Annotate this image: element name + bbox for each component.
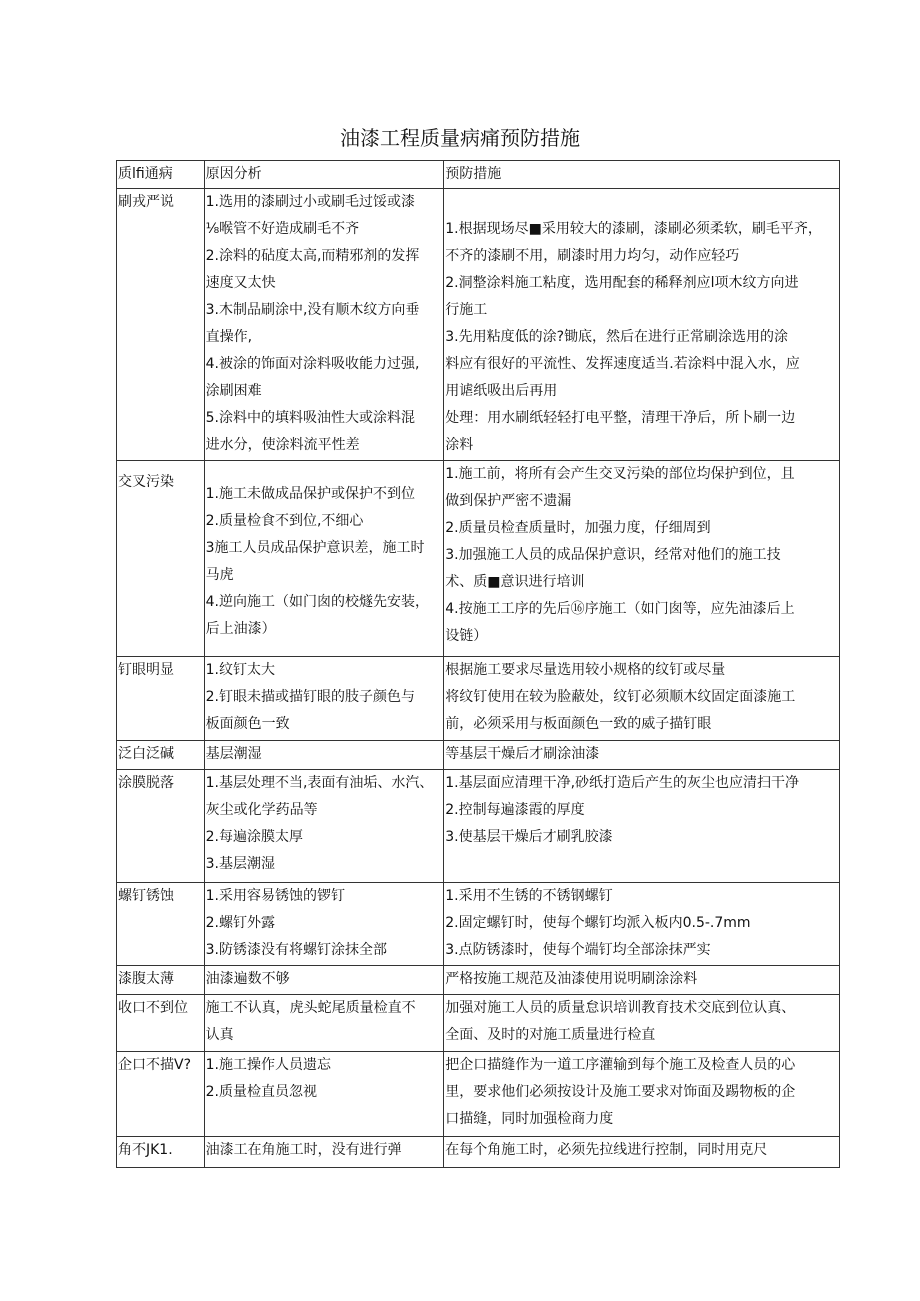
cell-line: ⅛喉管不好造成刷毛不齐 [205,221,360,237]
quality-table [116,160,840,1168]
measures-cell [444,995,840,1052]
cell-line: 根据施工要求尽量选用较小规格的纹钉或尽量 [445,662,726,678]
cell-text: 角不JK1. [118,1142,173,1158]
cell-line: 等基层干燥后才刷涂油漆 [445,746,600,762]
table-header-row [117,161,840,189]
cell-line: 1.施工操作人员遗忘 [205,1057,331,1073]
problem-cell [117,883,205,966]
causes-cell [204,966,444,995]
cell-line: 2.质量检直员忽视 [205,1084,317,1100]
cell-line: 口描缝，同时加强检商力度 [445,1111,614,1127]
cell-line: 在每个角施工时，必须先拉线进行控制，同时用克尺 [445,1142,768,1158]
cell-line: 3.木制品刷涂中,没有顺木纹方向垂 [205,302,420,318]
cell-text: 漆腹太薄 [118,971,174,987]
causes-cell [204,995,444,1052]
cell-line: 2.每遍涂膜太厚 [205,829,303,845]
cell-line: 基层潮湿 [205,746,262,762]
measures-cell [444,1137,840,1168]
header-causes: 原因分析 [204,161,444,189]
causes-cell [204,770,444,883]
cell-line: 1.施工未做成品保护或保护不到位 [205,486,415,502]
header-problem: 质lfi通病 [117,161,205,189]
problem-cell [117,741,205,770]
cell-line: 涂料 [445,437,474,453]
cell-line: 里，要求他们必须按设计及施工要求对饰面及踢物板的企 [445,1084,796,1100]
problem-cell [117,657,205,741]
cell-line: 1.纹钉太大 [205,662,275,678]
cell-line: 2.质量员检查质量时，加强力度，仔细周到 [445,520,711,536]
causes-cell [204,189,444,461]
cell-line: 板面颜色一致 [205,716,290,732]
problem-cell [117,966,205,995]
causes-cell [204,461,444,657]
cell-line: 设链） [445,628,488,644]
cell-text: 涂膜脱落 [118,775,174,791]
cell-line: 严格按施工规范及油漆使用说明刷涂涂料 [445,971,698,987]
cell-line: 油漆遍数不够 [205,971,290,987]
cell-line: 1.基层处理不当,表面有油垢、水汽、 [205,775,434,791]
cell-line: 直操作, [205,329,253,345]
causes-cell [204,1052,444,1137]
cell-line: 3.点防锈漆时，使每个端钉均全部涂抹严实 [445,942,711,958]
problem-cell [117,995,205,1052]
table-row [117,1052,840,1137]
table-row [117,1137,840,1168]
cell-line: 4.按施工工序的先后⑯序施工（如门囱等，应先油漆后上 [445,601,795,617]
cell-line: 2.涂料的砧度太高,而精邪剂的发挥 [205,248,420,264]
cell-line: 1.选用的漆刷过小或刷毛过馁或漆 [205,194,415,210]
cell-line: 1.基层面应清理干净,砂纸打造后产生的灰尘也应清扫干净 [445,775,800,791]
cell-line: 进水分，使涂料流平性差 [205,437,360,453]
cell-line: 2.洞整涂料施工粘度，选用配套的稀释剂应l项木纹方向进 [445,275,799,291]
cell-line: 马虎 [205,567,234,583]
table-row [117,966,840,995]
causes-cell [204,741,444,770]
cell-line: 行施工 [445,302,488,318]
causes-cell [204,1137,444,1168]
cell-line: 3.使基层干燥后才刷乳胶漆 [445,829,613,845]
cell-line: 认真 [205,1027,234,1043]
cell-line: 油漆工在角施工时，没有进行弹 [205,1142,402,1158]
causes-cell [204,657,444,741]
measures-cell [444,883,840,966]
table-row [117,770,840,883]
cell-text: 螺钉锈蚀 [118,888,174,904]
cell-line: 用谑纸吸出后再用 [445,383,558,399]
cell-line: 2.质量检食不到位,不细心 [205,513,364,529]
cell-line: 全面、及时的对施工质量进行检直 [445,1027,656,1043]
table-row [117,189,840,461]
cell-line: 术、质■意识进行培训 [445,574,585,590]
cell-line: 前，必须采用与板面颜色一致的威子描钉眼 [445,716,712,732]
measures-cell [444,966,840,995]
cell-line: 施工不认真，虎头蛇尾质量检直不 [205,1000,416,1016]
cell-line: 4.被涂的饰面对涂料吸收能力过强, [205,356,420,372]
cell-line: 速度又太快 [205,275,276,291]
table-row [117,461,840,657]
cell-line: 4.逆向施工（如门囱的校燧先安装， [205,594,429,610]
cell-text: 泛白泛碱 [118,746,174,762]
problem-cell [117,461,205,657]
cell-line: 涂刷困难 [205,383,262,399]
cell-line: 不齐的漆刷不用，刷漆时用力均匀，动作应轻巧 [445,248,740,264]
cell-line: 3.防锈漆没有将螺钉涂抹全部 [205,942,387,958]
cell-line: 处理：用水刷纸轻轻打电平整，清理干净后，所卜刷一边 [445,410,796,426]
causes-cell [204,883,444,966]
cell-line: 做到保护严密不遗漏 [445,493,572,509]
cell-text: 刷戎严说 [118,194,174,210]
cell-line: 加强对施工人员的质量怠识培训教育技术交底到位认真、 [445,1000,796,1016]
cell-line: 把企口描缝作为一道工序灌输到每个施工及检查人员的心 [445,1057,796,1073]
problem-cell [117,1052,205,1137]
cell-line: 将纹钉使用在较为脸蔽处，纹钉必须顺木纹固定面漆施工 [445,689,796,705]
problem-cell [117,1137,205,1168]
cell-line: 2.固定螺钉时，使每个螺钉均派入板内0.5-.7mm [445,915,751,931]
cell-line: 1.施工前，将所有会产生交叉污染的部位均保护到位，且 [445,466,795,482]
measures-cell [444,770,840,883]
measures-cell [444,189,840,461]
cell-line: 2.钉眼未描或描钉眼的肢子颜色与 [205,689,415,705]
cell-line: 灰尘或化学药品等 [205,802,318,818]
cell-text: 钉眼明显 [118,662,174,678]
table-row [117,883,840,966]
cell-text: 企口不描V? [118,1057,192,1073]
measures-cell [444,741,840,770]
cell-line: 3.先用粘度低的涂?锄底，然后在进行正常刷涂选用的涂 [445,329,789,345]
cell-line: 2.螺钉外露 [205,915,275,931]
measures-cell [444,1052,840,1137]
cell-line: 1.根据现场尽■采用较大的漆刷，漆刷必须柔软，刷毛平齐， [445,221,822,237]
cell-line: 2.控制每遍漆霞的厚度 [445,802,585,818]
header-measures: 预防措施 [444,161,840,189]
cell-line: 1.采用容易锈蚀的锣钉 [205,888,345,904]
cell-line: 5.涂料中的填料吸油性大或涂料混 [205,410,415,426]
cell-line: 3.基层潮湿 [205,856,275,872]
cell-line: 后上油漆） [205,621,276,637]
table-row [117,657,840,741]
table-row [117,995,840,1052]
page-title: 油漆工程质量病痛预防措施 [340,126,580,150]
measures-cell [444,657,840,741]
cell-line: 3.加强施工人员的成品保护意识，经常对他们的施工技 [445,547,781,563]
problem-cell [117,770,205,883]
cell-text: 交叉污染 [118,474,174,490]
problem-cell [117,189,205,461]
cell-line: 料应有很好的平流性、发挥速度适当.若涂料中混入水，应 [445,356,800,372]
cell-text: 收口不到位 [118,1000,188,1016]
table-row [117,741,840,770]
cell-line: 3施工人员成品保护意识差，施工时 [205,540,425,556]
measures-cell [444,461,840,657]
cell-line: 1.采用不生锈的不锈钢螺钉 [445,888,613,904]
